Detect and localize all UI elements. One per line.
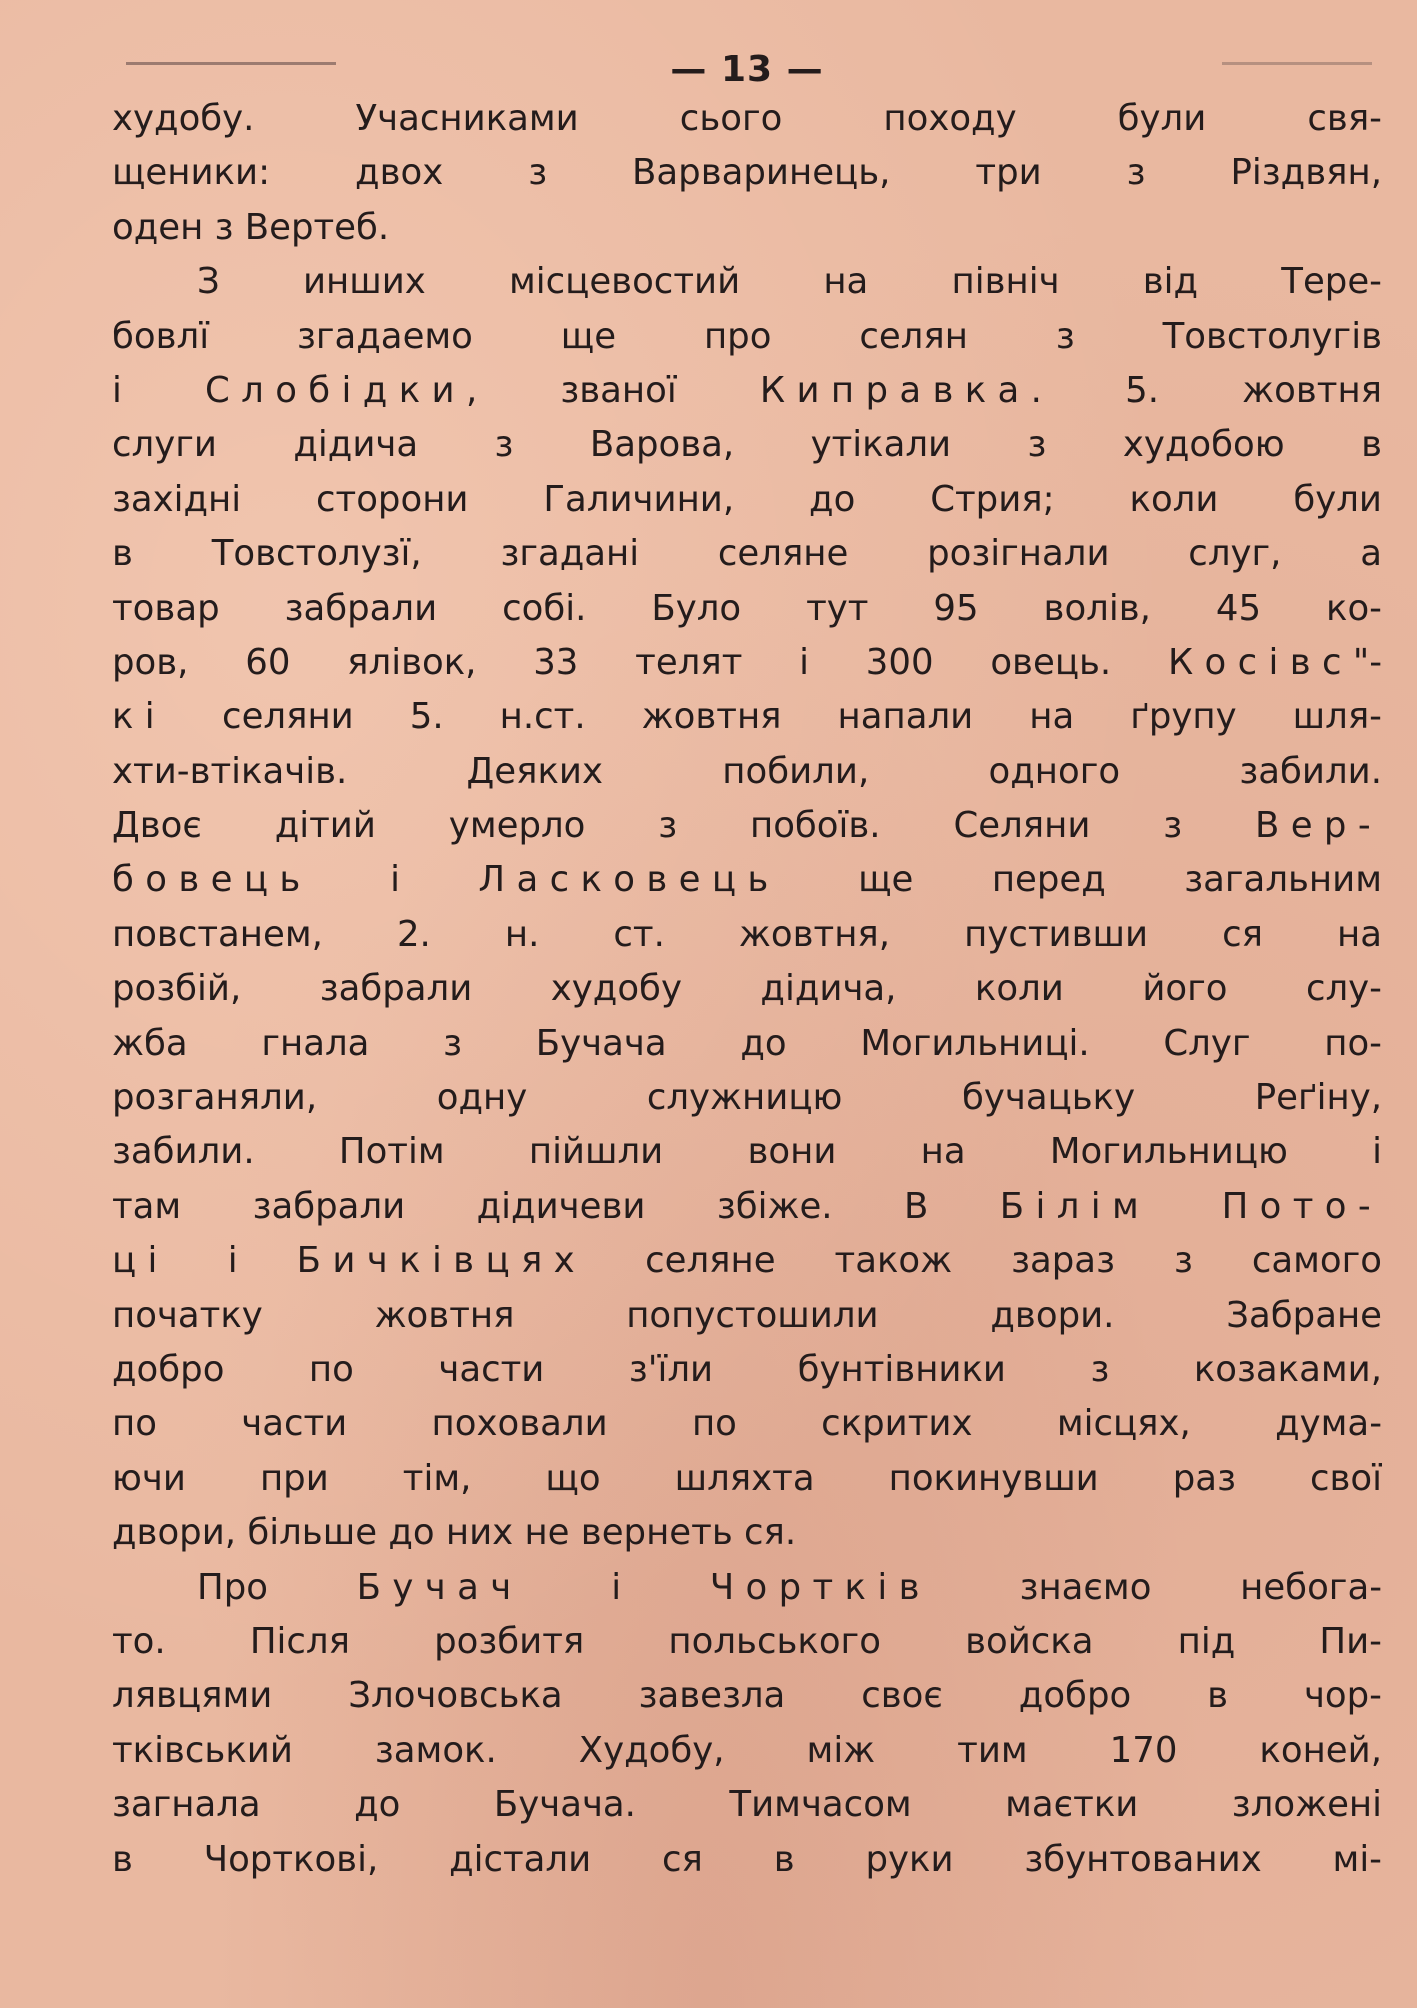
spaced-place-name: Бичківцях — [296, 1240, 587, 1282]
spaced-place-name: Бучач — [356, 1566, 523, 1608]
text-line: кі селяни 5. н.ст. жовтня напали на ґрупу шля- — [112, 696, 1382, 738]
text-line: двори, більше до них не вернеть ся. — [112, 1512, 797, 1554]
page-number: — 13 — — [670, 49, 824, 90]
spaced-place-name: Киправка — [759, 369, 1031, 411]
document-page — [112, 50, 1382, 1970]
text-line: товар забрали собі. Було тут 95 волів, 45 ко- — [112, 587, 1382, 629]
text-line: Про Бучач і Чортків знаємо небога- — [197, 1566, 1382, 1608]
spaced-place-name: Вер- — [1255, 805, 1382, 847]
spaced-place-name: Ласковець — [478, 859, 780, 901]
text-line: бовець і Ласковець ще перед загальним — [112, 859, 1382, 901]
spaced-place-name: бовець — [112, 859, 312, 901]
text-line: загнала до Бучача. Тимчасом маєтки зложені — [112, 1784, 1382, 1826]
spaced-place-name: Слобідки — [205, 369, 466, 411]
text-line: західні сторони Галичини, до Стрия; коли були — [112, 478, 1382, 520]
text-line: повстанем, 2. н. ст. жовтня, пустивши ся на — [112, 913, 1382, 955]
text-line: оден з Вертеб. — [112, 206, 390, 248]
text-line: ров, 60 ялівок, 33 телят і 300 овець. Косівс"- — [112, 641, 1382, 683]
spaced-place-name: ці — [112, 1240, 169, 1282]
text-line: по части поховали по скритих місцях, дума- — [112, 1403, 1382, 1445]
text-line: там забрали дідичеви збіже. В Білім Пото- — [112, 1185, 1382, 1227]
text-line: забили. Потім пійшли вони на Могильницю і — [112, 1131, 1382, 1173]
spaced-place-name: Білім — [999, 1185, 1151, 1227]
text-line: Двоє дітий умерло з побоїв. Селяни з Вер- — [112, 805, 1382, 847]
text-line: ці і Бичківцях селяне також зараз з самого — [112, 1240, 1382, 1282]
text-line: бовлї згадаемо ще про селян з Товстолугів — [112, 315, 1382, 357]
text-line: ючи при тім, що шляхта покинувши раз свої — [112, 1457, 1382, 1499]
text-line: розганяли, одну служницю бучацьку Реґіну, — [112, 1077, 1382, 1119]
text-line: лявцями Злочовська завезла своє добро в чор- — [112, 1675, 1382, 1717]
spaced-place-name: Чортків — [709, 1566, 931, 1608]
text-line: жба гнала з Бучача до Могильниці. Слуг по- — [112, 1022, 1382, 1064]
text-line: то. Після розбитя польського войска під Пи- — [112, 1620, 1382, 1662]
text-line: З инших місцевостий на північ від Тере- — [197, 261, 1382, 303]
spaced-place-name: кі — [112, 696, 167, 738]
spaced-place-name: Косівс — [1167, 641, 1353, 683]
spaced-place-name: Пото- — [1221, 1185, 1382, 1227]
body-text — [112, 92, 1382, 1887]
text-line: добро по части з'їли бунтівники з козаками, — [112, 1348, 1382, 1390]
text-line: тківський замок. Худобу, між тим 170 коней, — [112, 1729, 1382, 1771]
header-rule-left — [126, 62, 336, 65]
header-rule-right — [1222, 62, 1372, 65]
text-line: слуги дідича з Варова, утікали з худобою в — [112, 424, 1382, 466]
text-line: розбій, забрали худобу дідича, коли його слу- — [112, 968, 1382, 1010]
text-line: щеники: двох з Варваринець, три з Різдвян, — [112, 152, 1382, 194]
text-line: худобу. Учасниками сього походу були свя- — [112, 98, 1382, 139]
text-line: початку жовтня попустошили двори. Забране — [112, 1294, 1382, 1336]
text-line: і Слобідки, званої Киправка. 5. жовтня — [112, 369, 1382, 411]
text-line: в Товстолузї, згадані селяне розігнали слуг, а — [112, 533, 1382, 575]
text-line: хти-втікачів. Деяких побили, одного забили. — [112, 750, 1382, 792]
text-line: в Чорткові, дістали ся в руки збунтованих мі- — [112, 1838, 1382, 1880]
